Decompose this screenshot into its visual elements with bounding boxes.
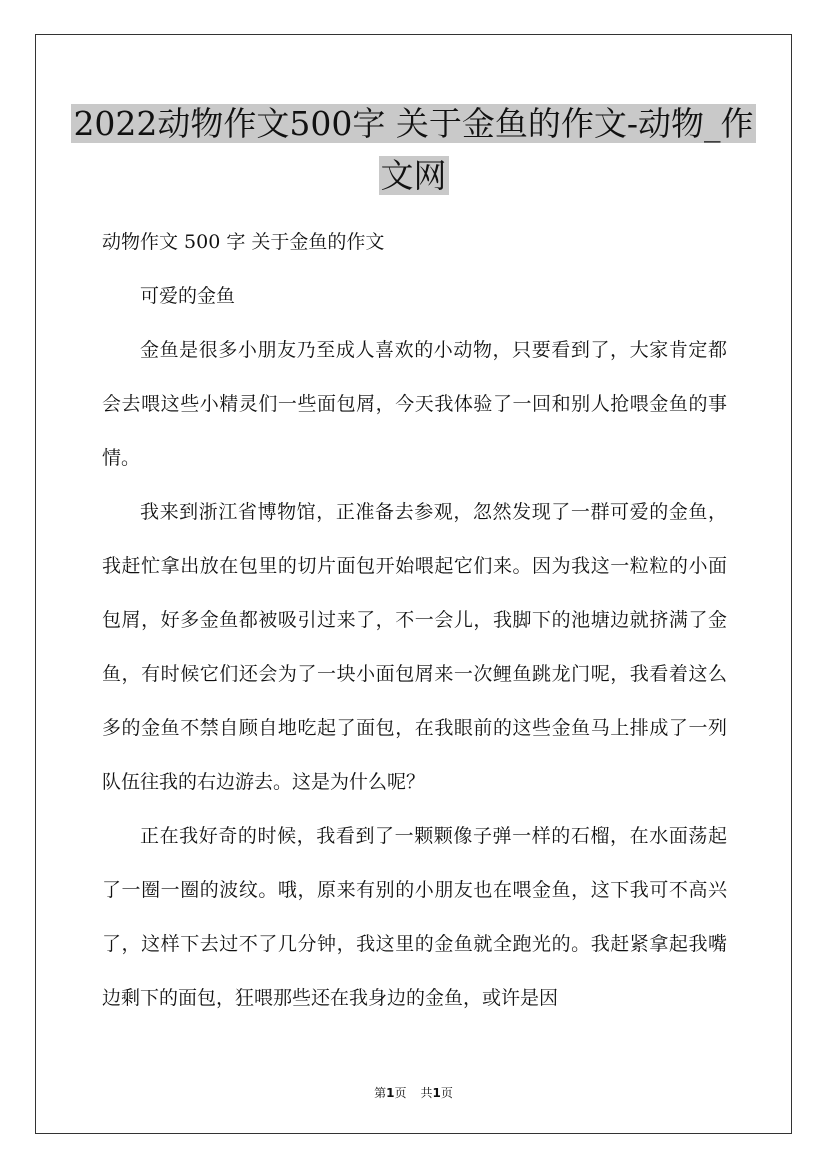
page-number: 1 — [386, 1086, 395, 1100]
document-title — [60, 98, 767, 202]
document-body — [102, 215, 727, 1025]
total-pages: 1 — [432, 1086, 441, 1100]
title-text: 2022动物作文500字 关于金鱼的作文-动物_作文网 — [73, 104, 754, 195]
paragraph: 我来到浙江省博物馆，正准备去参观，忽然发现了一群可爱的金鱼，我赶忙拿出放在包里的切片面包开始喂起它们来。因为我这一粒粒的小面包屑，好多金鱼都被吸引过来了，不一会儿，我脚下的池塘边就挤满了金鱼，有时候它们还会为了一块小面包屑来一次鲤鱼跳龙门呢，我看着这么多的金鱼不禁自顾自地吃起了面包，在我眼前的这些金鱼马上排成了一列队伍往我的右边游去。这是为什么呢？ — [102, 501, 727, 793]
page-footer — [0, 1085, 827, 1101]
total-prefix: 共 — [420, 1086, 433, 1100]
paragraph: 金鱼是很多小朋友乃至成人喜欢的小动物，只要看到了，大家肯定都会去喂这些小精灵们一些面包屑，今天我体验了一回和别人抢喂金鱼的事情。 — [102, 339, 727, 469]
page-suffix: 页 — [394, 1086, 407, 1100]
subtitle: 动物作文 500 字 关于金鱼的作文 — [102, 231, 385, 253]
paragraph-heading: 可爱的金鱼 — [140, 285, 236, 307]
page-prefix: 第 — [374, 1086, 387, 1100]
paragraph: 正在我好奇的时候，我看到了一颗颗像子弹一样的石榴，在水面荡起了一圈一圈的波纹。哦，原来有别的小朋友也在喂金鱼，这下我可不高兴了，这样下去过不了几分钟，我这里的金鱼就全跑光的。我赶紧拿起我嘴边剩下的面包，狂喂那些还在我身边的金鱼，或许是因 — [102, 825, 727, 1009]
total-suffix: 页 — [440, 1086, 453, 1100]
